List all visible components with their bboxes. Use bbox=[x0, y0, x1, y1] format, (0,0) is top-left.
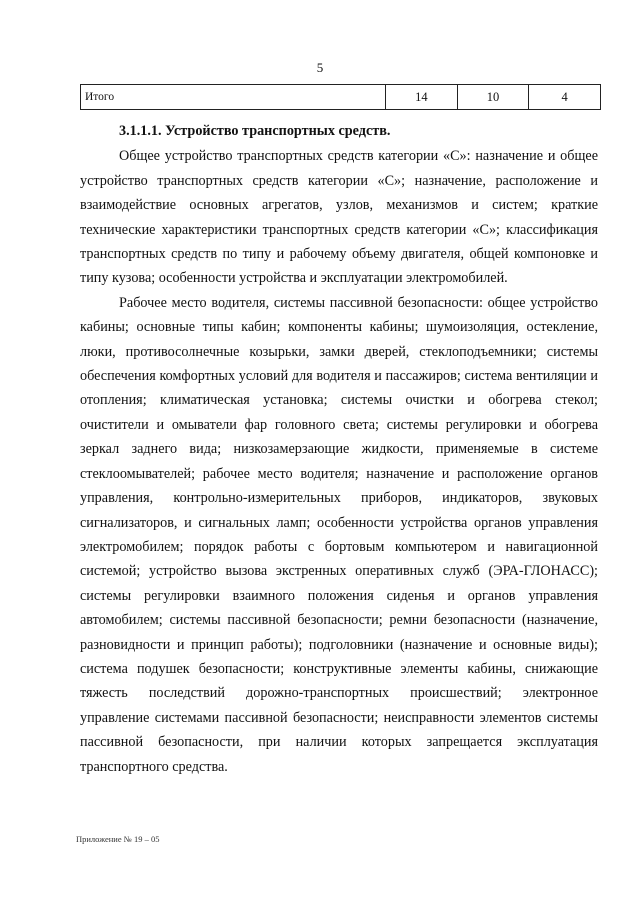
total-value-cell: 10 bbox=[457, 85, 529, 110]
page-footer: Приложение № 19 – 05 bbox=[76, 834, 160, 844]
page-number: 5 bbox=[316, 60, 324, 75]
total-value-cell: 4 bbox=[529, 85, 601, 110]
table-row bbox=[81, 85, 601, 110]
summary-table bbox=[80, 84, 601, 110]
paragraph-driver-workplace: Рабочее место водителя, системы пассивной безопасности: общее устройство кабины; основные типы кабин; компоненты кабины; шумоизоляция, остекление, люки, противосолнечные козырьки, замки дверей, стеклоподъемники; системы обеспечения комфортных условий для водителя и пассажиров; система вентиляции и отопления; климатическая установка; системы очистки и обогрева стекол; очистители и омыватели фар головного света; системы регулировки и обогрева зеркал заднего вида; низкозамерзающие жидкости, применяемые в системе стеклоомывателей; рабочее место водителя; назначение и расположение органов управления, контрольно-измерительных приборов, индикаторов, звуковых сигнализаторов, и сигнальных ламп; особенности устройства органов управления электромобилем; порядок работы с бортовым компьютером и навигационной системой; устройство вызова экстренных оперативных служб (ЭРА-ГЛОНАСС); системы регулировки взаимного положения сиденья и органов управления автомобилем; системы пассивной безопасности; ремни безопасности (назначение, разновидности и принцип работы); подголовники (назначение и основные виды); система подушек безопасности; конструктивные элементы кабины, снижающие тяжесть последствий дорожно-транспортных происшествий; электронное управление системами пассивной безопасности; неисправности элементов системы пассивной безопасности, при наличии которых запрещается эксплуатация транспортного средства. bbox=[80, 294, 598, 775]
total-label-cell: Итого bbox=[81, 85, 386, 110]
document-body bbox=[80, 119, 598, 779]
paragraph-general-design: Общее устройство транспортных средств категории «С»: назначение и общее устройство транспортных средств категории «С»; назначение, расположение и взаимодействие основных агрегатов, узлов, механизмов и систем; краткие технические характеристики транспортных средств категории «С»; классификация транспортных средств по типу и рабочему объему двигателя, общей компоновке и типу кузова; особенности устройства и эксплуатации электромобилей. bbox=[80, 148, 598, 287]
section-heading: 3.1.1.1. Устройство транспортных средств. bbox=[119, 123, 391, 139]
total-value-cell: 14 bbox=[386, 85, 458, 110]
